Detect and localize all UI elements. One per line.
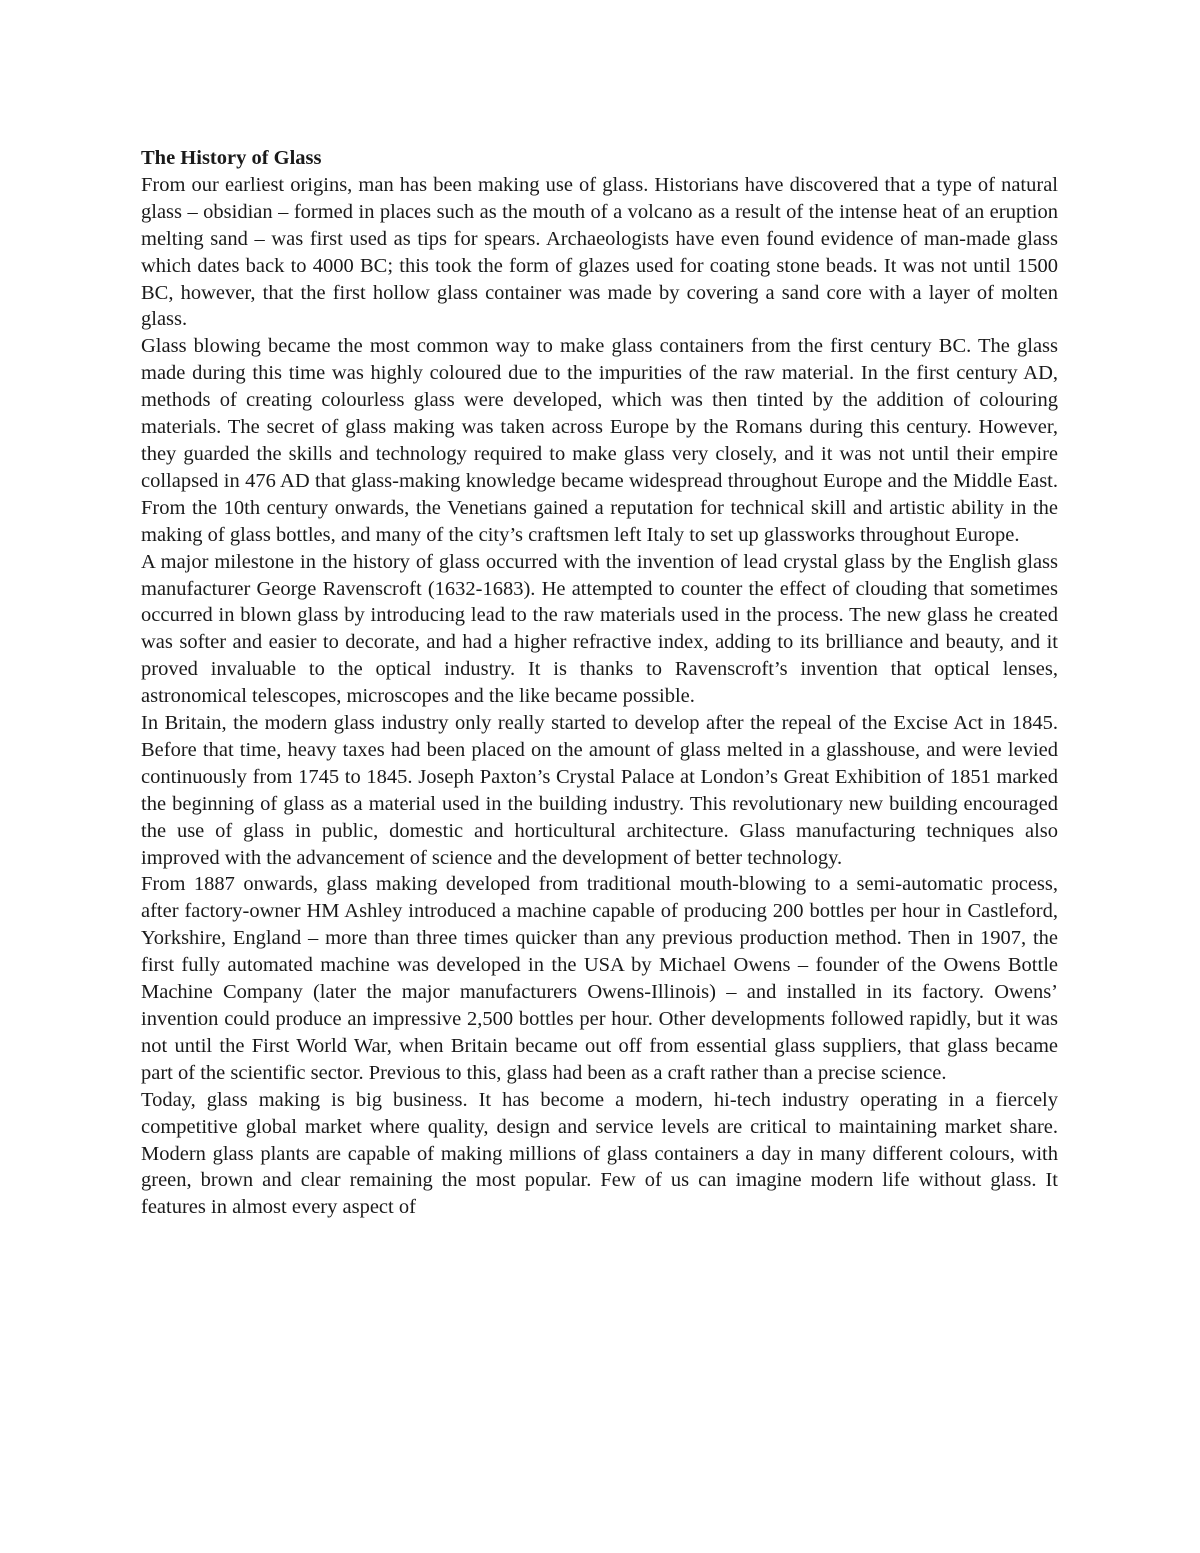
- paragraph-automation: From 1887 onwards, glass making developed from traditional mouth-blowing to a semi-automatic process, after factory-owner HM Ashley introduced a machine capable of producing 200 bottles per hour in Castleford, Yorkshire, England – more than three times quicker than any previous production method. Then in 1907, the first fully automated machine was developed in the USA by Michael Owens – founder of the Owens Bottle Machine Company (later the major manufacturers Owens-Illinois) – and installed in its factory. Owens’ invention could produce an impressive 2,500 bottles per hour. Other developments followed rapidly, but it was not until the First World War, when Britain became out off from essential glass suppliers, that glass became part of the scientific sector. Previous to this, glass had been as a craft rather than a precise science.: [141, 873, 1058, 1084]
- paragraph-earliest-origins: From our earliest origins, man has been making use of glass. Historians have discovered that a type of natural glass – obsidian – formed in places such as the mouth of a volcano as a result of the intense heat of an eruption melting sand – was first used as tips for spears. Archaeologists have even found evidence of man-made glass which dates back to 4000 BC; this took the form of glazes used for coating stone beads. It was not until 1500 BC, however, that the first hollow glass container was made by covering a sand core with a layer of molten glass.: [141, 173, 1058, 331]
- paragraph-lead-crystal: A major milestone in the history of glass occurred with the invention of lead crystal glass by the English glass manufacturer George Ravenscroft (1632-1683). He attempted to counter the effect of clouding that sometimes occurred in blown glass by introducing lead to the raw materials used in the process. The new glass he created was softer and easier to decorate, and had a higher refractive index, adding to its brilliance and beauty, and it proved invaluable to the optical industry. It is thanks to Ravenscroft’s invention that optical lenses, astronomical telescopes, microscopes and the like became possible.: [141, 550, 1058, 708]
- paragraph-today: Today, glass making is big business. It has become a modern, hi-tech industry operating in a fiercely competitive global market where quality, design and service levels are critical to maintaining market share. Modern glass plants are capable of making millions of glass containers a day in many different colours, with green, brown and clear remaining the most popular. Few of us can imagine modern life without glass. It features in almost every aspect of: [141, 1088, 1058, 1219]
- document-page: [141, 145, 1058, 1221]
- document-title: The History of Glass: [141, 147, 322, 169]
- paragraph-glass-blowing: Glass blowing became the most common way to make glass containers from the first century BC. The glass made during this time was highly coloured due to the impurities of the raw material. In the first century AD, methods of creating colourless glass were developed, which was then tinted by the addition of colouring materials. The secret of glass making was taken across Europe by the Romans during this century. However, they guarded the skills and technology required to make glass very closely, and it was not until their empire collapsed in 476 AD that glass-making knowledge became widespread throughout Europe and the Middle East. From the 10th century onwards, the Venetians gained a reputation for technical skill and artistic ability in the making of glass bottles, and many of the city’s craftsmen left Italy to set up glassworks throughout Europe.: [141, 335, 1058, 546]
- paragraph-modern-britain: In Britain, the modern glass industry only really started to develop after the repeal of the Excise Act in 1845. Before that time, heavy taxes had been placed on the amount of glass melted in a glasshouse, and were levied continuously from 1745 to 1845. Joseph Paxton’s Crystal Palace at London’s Great Exhibition of 1851 marked the beginning of glass as a material used in the building industry. This revolutionary new building encouraged the use of glass in public, domestic and horticultural architecture. Glass manufacturing techniques also improved with the advancement of science and the development of better technology.: [141, 712, 1058, 869]
